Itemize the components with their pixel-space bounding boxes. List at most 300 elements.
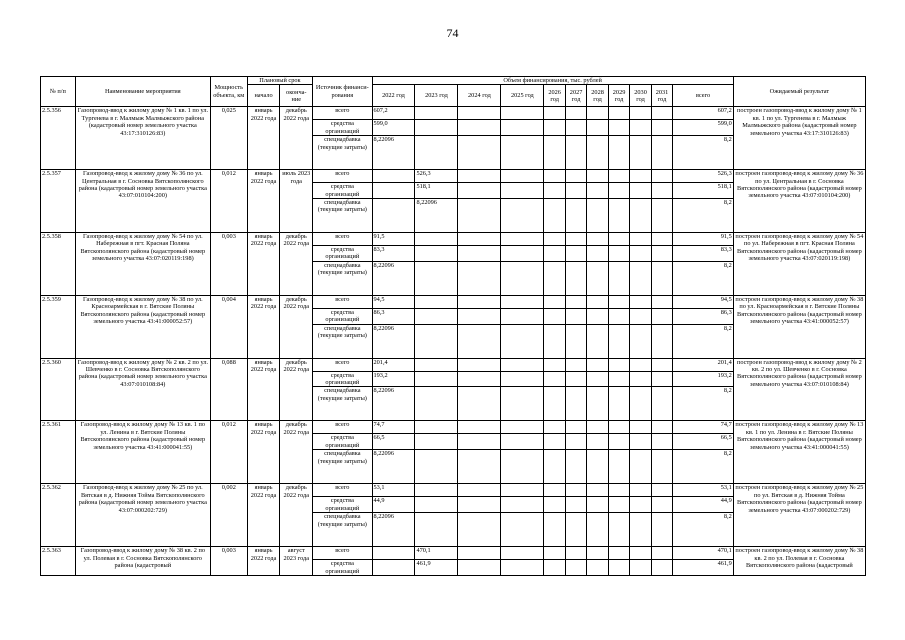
header-year-2031: 2031 год: [651, 85, 672, 107]
value-empty: [501, 107, 544, 120]
value-2023: [415, 387, 458, 421]
value-total: 461,9: [673, 560, 734, 576]
value-empty: [608, 421, 629, 434]
table-row: [41, 170, 866, 183]
value-total: 607,2: [673, 107, 734, 120]
table-row: [41, 484, 866, 497]
value-empty: [630, 170, 651, 183]
value-empty: [501, 295, 544, 308]
value-2022: 94,5: [372, 295, 415, 308]
value-empty: [630, 295, 651, 308]
value-empty: [565, 308, 586, 324]
value-empty: [630, 308, 651, 324]
financing-table: [40, 76, 866, 576]
row-start: январь 2022 года: [247, 170, 280, 233]
value-empty: [651, 484, 672, 497]
value-empty: [544, 136, 565, 170]
header-source: Источник финанси- рования: [313, 77, 372, 107]
value-total: 8,2: [673, 513, 734, 547]
value-empty: [544, 308, 565, 324]
source-label: всего: [313, 170, 372, 183]
value-empty: [501, 421, 544, 434]
value-empty: [565, 199, 586, 233]
value-empty: [565, 421, 586, 434]
row-end: декабрь 2022 года: [280, 233, 313, 296]
value-2022: 8,22096: [372, 261, 415, 295]
value-empty: [565, 484, 586, 497]
value-2023: [415, 324, 458, 358]
value-2023: 526,3: [415, 170, 458, 183]
value-empty: [608, 560, 629, 576]
value-empty: [458, 484, 501, 497]
value-empty: [565, 387, 586, 421]
value-2023: [415, 497, 458, 513]
value-empty: [544, 434, 565, 450]
value-empty: [630, 233, 651, 246]
source-label: средства организаций: [313, 246, 372, 262]
value-empty: [544, 421, 565, 434]
source-label: спецнадбавка (текущие затраты): [313, 513, 372, 547]
value-empty: [608, 450, 629, 484]
value-2023: 8,22096: [415, 199, 458, 233]
value-empty: [587, 170, 608, 183]
value-2022: [372, 560, 415, 576]
value-empty: [608, 233, 629, 246]
value-total: 44,9: [673, 497, 734, 513]
value-empty: [544, 484, 565, 497]
value-empty: [501, 434, 544, 450]
value-empty: [630, 107, 651, 120]
value-empty: [544, 324, 565, 358]
value-empty: [458, 450, 501, 484]
value-total: 8,2: [673, 199, 734, 233]
header-term-start: начало: [247, 85, 280, 107]
source-label: всего: [313, 295, 372, 308]
header-volume: Объем финансирования, тыс. рублей: [372, 77, 733, 85]
value-empty: [458, 199, 501, 233]
value-empty: [608, 371, 629, 387]
value-empty: [587, 434, 608, 450]
value-2022: [372, 547, 415, 560]
value-empty: [587, 199, 608, 233]
value-empty: [651, 170, 672, 183]
value-empty: [630, 450, 651, 484]
value-2023: [415, 358, 458, 371]
row-result: построен газопровод-ввод к жилому дому № 54 по ул. Набережная в пгт. Красная Поляна Вятскополянского района (кадастровый номер земельного участка 43:07:020119:198): [733, 233, 865, 296]
value-empty: [587, 183, 608, 199]
value-2023: [415, 261, 458, 295]
value-empty: [587, 308, 608, 324]
value-total: 526,3: [673, 170, 734, 183]
row-end: декабрь 2022 года: [280, 421, 313, 484]
value-empty: [587, 560, 608, 576]
header-year-2029: 2029 год: [608, 85, 629, 107]
value-empty: [651, 547, 672, 560]
value-2022: [372, 170, 415, 183]
header-year-2027: 2027 год: [565, 85, 586, 107]
row-power: 0,012: [210, 170, 247, 233]
row-name: Газопровод-ввод к жилому дому № 2 кв. 2 по ул. Шевченко в г. Сосновка Вятскополянского района (кадастровый номер земельного участка 43:07:010108:84): [75, 358, 210, 421]
value-2022: 8,22096: [372, 513, 415, 547]
value-empty: [630, 434, 651, 450]
value-empty: [630, 136, 651, 170]
value-empty: [501, 261, 544, 295]
row-power: 0,003: [210, 233, 247, 296]
source-label: спецнадбавка (текущие затраты): [313, 450, 372, 484]
source-label: спецнадбавка (текущие затраты): [313, 261, 372, 295]
value-empty: [630, 358, 651, 371]
value-empty: [651, 358, 672, 371]
value-empty: [651, 233, 672, 246]
value-2022: 44,9: [372, 497, 415, 513]
row-result: построен газопровод-ввод к жилому дому № 38 кв. 2 по ул. Полевая в г. Сосновка Вятскополянского района (кадастровый: [733, 547, 865, 576]
source-label: всего: [313, 547, 372, 560]
value-empty: [630, 246, 651, 262]
value-empty: [501, 560, 544, 576]
value-empty: [501, 484, 544, 497]
source-label: спецнадбавка (текущие затраты): [313, 199, 372, 233]
value-empty: [630, 199, 651, 233]
value-empty: [565, 547, 586, 560]
value-empty: [565, 450, 586, 484]
value-total: 8,2: [673, 450, 734, 484]
value-empty: [630, 547, 651, 560]
row-end: декабрь 2022 года: [280, 358, 313, 421]
value-empty: [458, 371, 501, 387]
header-term-end: оконча- ние: [280, 85, 313, 107]
value-empty: [501, 324, 544, 358]
row-result: построен газопровод-ввод к жилому дому № 38 по ул. Красноармейская в г. Вятские Поляны Вятскополянского района (кадастровый номер земельного участка 43:41:000052:57): [733, 295, 865, 358]
table-row: [41, 421, 866, 434]
value-empty: [501, 199, 544, 233]
value-empty: [651, 136, 672, 170]
header-total: всего: [673, 85, 734, 107]
row-number: 2.5.356: [41, 107, 76, 170]
value-empty: [608, 387, 629, 421]
value-empty: [608, 484, 629, 497]
row-number: 2.5.360: [41, 358, 76, 421]
row-number: 2.5.362: [41, 484, 76, 547]
value-empty: [458, 107, 501, 120]
row-number: 2.5.361: [41, 421, 76, 484]
source-label: спецнадбавка (текущие затраты): [313, 387, 372, 421]
value-empty: [565, 434, 586, 450]
value-empty: [630, 371, 651, 387]
value-empty: [608, 246, 629, 262]
value-empty: [565, 246, 586, 262]
value-empty: [501, 371, 544, 387]
value-empty: [458, 170, 501, 183]
row-start: январь 2022 года: [247, 295, 280, 358]
value-total: 94,5: [673, 295, 734, 308]
row-start: январь 2022 года: [247, 107, 280, 170]
source-label: средства организаций: [313, 183, 372, 199]
value-empty: [458, 261, 501, 295]
value-empty: [608, 170, 629, 183]
value-empty: [544, 560, 565, 576]
value-empty: [608, 183, 629, 199]
value-empty: [565, 295, 586, 308]
value-2022: 86,3: [372, 308, 415, 324]
value-2023: [415, 308, 458, 324]
value-empty: [608, 261, 629, 295]
value-empty: [587, 497, 608, 513]
table-body: [41, 107, 866, 576]
row-power: 0,012: [210, 421, 247, 484]
value-empty: [587, 120, 608, 136]
value-2022: 193,2: [372, 371, 415, 387]
row-power: 0,025: [210, 107, 247, 170]
row-result: построен газопровод-ввод к жилому дому № 25 по ул. Вятская в д. Нижняя Тойма Вятскополянского района (кадастровый номер земельного участка 43:07:000202:729): [733, 484, 865, 547]
row-result: построен газопровод-ввод к жилому дому № 2 кв. 2 по ул. Шевченко в г. Сосновка Вятскополянского района (кадастровый номер земельного участка 43:07:010108:84): [733, 358, 865, 421]
value-empty: [587, 421, 608, 434]
value-empty: [501, 513, 544, 547]
value-empty: [608, 358, 629, 371]
value-empty: [544, 107, 565, 120]
value-empty: [587, 295, 608, 308]
value-total: 193,2: [673, 371, 734, 387]
value-empty: [651, 261, 672, 295]
value-2023: 518,1: [415, 183, 458, 199]
value-empty: [630, 387, 651, 421]
value-2022: [372, 183, 415, 199]
value-empty: [587, 246, 608, 262]
value-empty: [608, 295, 629, 308]
value-2022: 8,22096: [372, 450, 415, 484]
value-empty: [458, 136, 501, 170]
row-name: Газопровод-ввод к жилому дому № 38 по ул. Красноармейская в г. Вятские Поляны Вятскополянского района (кадастровый номер земельного участка 43:41:000052:57): [75, 295, 210, 358]
value-2023: [415, 120, 458, 136]
row-end: июль 2023 года: [280, 170, 313, 233]
value-empty: [501, 387, 544, 421]
value-empty: [651, 434, 672, 450]
value-empty: [651, 450, 672, 484]
value-empty: [544, 183, 565, 199]
value-empty: [458, 233, 501, 246]
value-empty: [544, 261, 565, 295]
value-empty: [501, 183, 544, 199]
header-power: Мощность объекта, км: [210, 77, 247, 107]
value-empty: [544, 233, 565, 246]
row-start: январь 2022 года: [247, 358, 280, 421]
value-empty: [458, 387, 501, 421]
value-empty: [501, 547, 544, 560]
row-start: январь 2022 года: [247, 547, 280, 576]
value-empty: [651, 246, 672, 262]
value-empty: [630, 120, 651, 136]
value-empty: [565, 513, 586, 547]
value-empty: [544, 513, 565, 547]
value-empty: [587, 261, 608, 295]
value-empty: [501, 170, 544, 183]
source-label: всего: [313, 421, 372, 434]
value-total: 86,3: [673, 308, 734, 324]
value-2022: 8,22096: [372, 387, 415, 421]
value-empty: [587, 233, 608, 246]
value-empty: [587, 324, 608, 358]
value-empty: [565, 560, 586, 576]
row-result: построен газопровод-ввод к жилому дому № 36 по ул. Центральная в г. Сосновка Вятскополянского района (кадастровый номер земельного участка 43:07:010104:200): [733, 170, 865, 233]
table-row: [41, 107, 866, 120]
row-power: 0,003: [210, 547, 247, 576]
value-empty: [544, 547, 565, 560]
value-total: 83,3: [673, 246, 734, 262]
value-empty: [651, 183, 672, 199]
row-number: 2.5.363: [41, 547, 76, 576]
value-2022: 66,5: [372, 434, 415, 450]
source-label: всего: [313, 107, 372, 120]
row-number: 2.5.357: [41, 170, 76, 233]
value-2022: 83,3: [372, 246, 415, 262]
header-year-2022: 2022 год: [372, 85, 415, 107]
value-2022: 53,1: [372, 484, 415, 497]
value-empty: [544, 358, 565, 371]
row-power: 0,002: [210, 484, 247, 547]
row-end: декабрь 2022 года: [280, 107, 313, 170]
header-result: Ожидаемый результат: [733, 77, 865, 107]
value-2023: [415, 421, 458, 434]
header-year-2030: 2030 год: [630, 85, 651, 107]
value-empty: [501, 246, 544, 262]
row-end: август 2023 года: [280, 547, 313, 576]
value-empty: [458, 308, 501, 324]
value-empty: [587, 358, 608, 371]
source-label: средства организаций: [313, 434, 372, 450]
value-empty: [544, 295, 565, 308]
value-total: 8,2: [673, 136, 734, 170]
value-2023: [415, 513, 458, 547]
value-total: 8,2: [673, 324, 734, 358]
value-empty: [544, 371, 565, 387]
table-row: [41, 547, 866, 560]
value-empty: [544, 387, 565, 421]
value-empty: [651, 371, 672, 387]
value-empty: [458, 358, 501, 371]
row-number: 2.5.359: [41, 295, 76, 358]
row-start: январь 2022 года: [247, 233, 280, 296]
source-label: всего: [313, 358, 372, 371]
value-empty: [630, 513, 651, 547]
row-name: Газопровод-ввод к жилому дому № 38 кв. 2 по ул. Полевая в г. Сосновка Вятскополянского района (кадастровый: [75, 547, 210, 576]
value-empty: [565, 107, 586, 120]
value-2023: [415, 371, 458, 387]
value-empty: [651, 107, 672, 120]
value-empty: [544, 120, 565, 136]
value-empty: [608, 434, 629, 450]
header-term: Плановый срок: [247, 77, 312, 85]
value-2023: [415, 434, 458, 450]
value-empty: [458, 246, 501, 262]
value-empty: [501, 308, 544, 324]
value-empty: [608, 120, 629, 136]
source-label: средства организаций: [313, 560, 372, 576]
header-year-2023: 2023 год: [415, 85, 458, 107]
value-empty: [565, 371, 586, 387]
value-2022: 8,22096: [372, 136, 415, 170]
value-empty: [544, 199, 565, 233]
row-name: Газопровод-ввод к жилому дому № 54 по ул. Набережная в пгт. Красная Поляна Вятскополянского района (кадастровый номер земельного участка 43:07:020119:198): [75, 233, 210, 296]
value-empty: [587, 484, 608, 497]
row-end: декабрь 2022 года: [280, 295, 313, 358]
value-empty: [501, 450, 544, 484]
row-name: Газопровод-ввод к жилому дому № 25 по ул. Вятская в д. Нижняя Тойма Вятскополянского района (кадастровый номер земельного участка 43:07:000202:729): [75, 484, 210, 547]
value-empty: [630, 560, 651, 576]
value-empty: [458, 295, 501, 308]
value-empty: [587, 513, 608, 547]
row-power: 0,004: [210, 295, 247, 358]
value-empty: [651, 497, 672, 513]
row-power: 0,088: [210, 358, 247, 421]
value-2023: [415, 107, 458, 120]
value-empty: [608, 547, 629, 560]
value-total: 53,1: [673, 484, 734, 497]
value-empty: [565, 358, 586, 371]
value-empty: [544, 246, 565, 262]
value-2022: 8,22096: [372, 324, 415, 358]
row-name: Газопровод-ввод к жилому дому № 36 по ул. Центральная в г. Сосновка Вятскополянского района (кадастровый номер земельного участка 43:07:010104:200): [75, 170, 210, 233]
table-row: [41, 233, 866, 246]
header-num: № п/п: [41, 77, 76, 107]
value-2023: [415, 246, 458, 262]
header-year-2026: 2026 год: [544, 85, 565, 107]
value-empty: [565, 136, 586, 170]
row-name: Газопровод-ввод к жилому дому № 13 кв. 1 по ул. Ленина в г. Вятские Поляны Вятскополянского района (кадастровый номер земельного участка 43:41:000041:55): [75, 421, 210, 484]
value-empty: [630, 324, 651, 358]
value-2022: 607,2: [372, 107, 415, 120]
value-empty: [587, 136, 608, 170]
header-name: Наименование мероприятия: [75, 77, 210, 107]
value-empty: [651, 120, 672, 136]
value-2023: [415, 233, 458, 246]
value-empty: [651, 308, 672, 324]
header-year-2028: 2028 год: [587, 85, 608, 107]
value-empty: [458, 183, 501, 199]
value-empty: [587, 450, 608, 484]
value-empty: [587, 547, 608, 560]
page-number: 74: [446, 26, 459, 40]
value-empty: [458, 324, 501, 358]
value-empty: [544, 497, 565, 513]
value-empty: [630, 261, 651, 295]
table-row: [41, 358, 866, 371]
value-empty: [565, 324, 586, 358]
value-2022: 201,4: [372, 358, 415, 371]
value-empty: [458, 547, 501, 560]
value-2023: [415, 295, 458, 308]
value-empty: [608, 308, 629, 324]
value-empty: [565, 183, 586, 199]
value-2022: [372, 199, 415, 233]
row-end: декабрь 2022 года: [280, 484, 313, 547]
value-empty: [608, 199, 629, 233]
value-empty: [458, 560, 501, 576]
row-start: январь 2022 года: [247, 484, 280, 547]
value-empty: [587, 107, 608, 120]
row-result: построен газопровод-ввод к жилому дому № 13 кв. 1 по ул. Ленина в г. Вятские Поляны Вятскополянского района (кадастровый номер земельного участка 43:41:000041:55): [733, 421, 865, 484]
value-total: 470,1: [673, 547, 734, 560]
value-empty: [630, 421, 651, 434]
value-empty: [501, 233, 544, 246]
value-empty: [651, 387, 672, 421]
value-empty: [587, 387, 608, 421]
value-empty: [565, 120, 586, 136]
value-empty: [608, 497, 629, 513]
value-total: 8,2: [673, 387, 734, 421]
value-empty: [651, 295, 672, 308]
value-empty: [587, 371, 608, 387]
value-empty: [565, 170, 586, 183]
row-result: построен газопровод-ввод к жилому дому № 1 кв. 1 по ул. Тургенева в г. Малмыж Малмыжского района (кадастровый номер земельного участка 43:17:310126:83): [733, 107, 865, 170]
